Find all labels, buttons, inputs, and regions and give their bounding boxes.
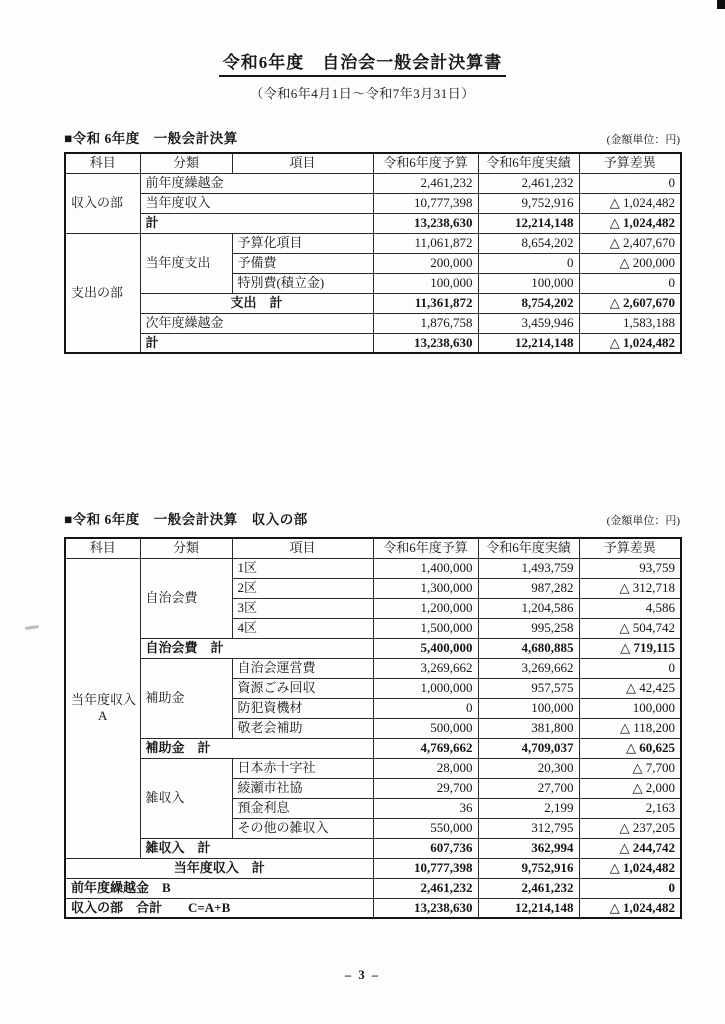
column-header: 分類	[140, 538, 232, 558]
table-cell: 100,000	[579, 698, 681, 718]
table-cell: 当年度収入	[140, 193, 373, 213]
table-cell: 9,752,916	[478, 858, 579, 878]
table-row	[65, 738, 681, 758]
table-cell: 10,777,398	[373, 193, 478, 213]
table-cell: 当年度収入 計	[65, 858, 373, 878]
table-row	[65, 213, 681, 233]
table-cell: 3区	[232, 598, 373, 618]
table-cell: 自治会費	[140, 558, 232, 638]
table-cell: 312,795	[478, 818, 579, 838]
table-cell: 収入の部	[65, 173, 140, 233]
table-cell: 1,300,000	[373, 578, 478, 598]
table-cell: 補助金	[140, 658, 232, 738]
table-cell: 13,238,630	[373, 213, 478, 233]
table-cell: 計	[140, 333, 373, 353]
table-cell: 10,777,398	[373, 858, 478, 878]
column-header: 項目	[232, 538, 373, 558]
column-header: 科目	[65, 538, 140, 558]
table-cell: 5,400,000	[373, 638, 478, 658]
table-cell: 防犯資機材	[232, 698, 373, 718]
table-cell: 0	[579, 658, 681, 678]
table-cell: 200,000	[373, 253, 478, 273]
table-row	[65, 173, 681, 193]
table-cell: △ 244,742	[579, 838, 681, 858]
table-cell: 綾瀬市社協	[232, 778, 373, 798]
table-cell: 特別費(積立金)	[232, 273, 373, 293]
table-cell: 20,300	[478, 758, 579, 778]
table-cell: 資源ごみ回収	[232, 678, 373, 698]
table-cell: 1,000,000	[373, 678, 478, 698]
income-detail-table	[64, 537, 682, 919]
table-cell: 3,269,662	[478, 658, 579, 678]
table-cell: 550,000	[373, 818, 478, 838]
section-title: ■令和 6年度 一般会計決算	[64, 131, 238, 146]
table-row	[65, 193, 681, 213]
table-cell: 12,214,148	[478, 333, 579, 353]
table-cell: 8,754,202	[478, 293, 579, 313]
column-header: 予算差異	[579, 538, 681, 558]
section-title: ■令和 6年度 一般会計決算 収入の部	[64, 512, 308, 527]
scan-artifact-left-margin	[25, 625, 39, 630]
table-cell: △ 60,625	[579, 738, 681, 758]
table-row	[65, 233, 681, 253]
column-header: 令和6年度予算	[373, 538, 478, 558]
table-cell: △ 1,024,482	[579, 858, 681, 878]
table-cell: 27,700	[478, 778, 579, 798]
table-cell: 607,736	[373, 838, 478, 858]
table-cell: 自治会費 計	[140, 638, 373, 658]
section-header-income	[64, 508, 680, 528]
table-cell: 28,000	[373, 758, 478, 778]
table-row	[65, 638, 681, 658]
table-cell: 前年度繰越金 B	[65, 878, 373, 898]
table-cell: 100,000	[373, 273, 478, 293]
table-cell: △ 1,024,482	[579, 333, 681, 353]
column-header: 科目	[65, 153, 140, 173]
table-cell: 2,199	[478, 798, 579, 818]
table-cell: 29,700	[373, 778, 478, 798]
table-cell: 1,583,188	[579, 313, 681, 333]
table-cell: 2,461,232	[373, 173, 478, 193]
table-cell: △ 719,115	[579, 638, 681, 658]
table-cell: 自治会運営費	[232, 658, 373, 678]
table-cell: 予算化項目	[232, 233, 373, 253]
table-cell: 100,000	[478, 273, 579, 293]
table-cell: 日本赤十字社	[232, 758, 373, 778]
table-cell: 100,000	[478, 698, 579, 718]
table-cell: 支出の部	[65, 233, 140, 353]
table-cell: △ 1,024,482	[579, 213, 681, 233]
table-cell: 957,575	[478, 678, 579, 698]
table-row	[65, 658, 681, 678]
table-cell: △ 237,205	[579, 818, 681, 838]
table-row	[65, 858, 681, 878]
summary-table	[64, 152, 682, 354]
table-cell: 雑収入	[140, 758, 232, 838]
table-cell: △ 312,718	[579, 578, 681, 598]
table-cell: 収入の部 合計 C=A+B	[65, 898, 373, 918]
table-cell: 2,461,232	[478, 878, 579, 898]
table-cell: 次年度繰越金	[140, 313, 373, 333]
table-cell: 計	[140, 213, 373, 233]
table-row	[65, 878, 681, 898]
table-cell: 1,204,586	[478, 598, 579, 618]
table-cell: 987,282	[478, 578, 579, 598]
table-cell: 4区	[232, 618, 373, 638]
table-cell: △ 504,742	[579, 618, 681, 638]
table-cell: △ 200,000	[579, 253, 681, 273]
table-cell: 995,258	[478, 618, 579, 638]
header-row	[65, 153, 681, 173]
column-header: 分類	[140, 153, 232, 173]
column-header: 令和6年度予算	[373, 153, 478, 173]
table-row	[65, 293, 681, 313]
table-cell: 12,214,148	[478, 213, 579, 233]
table-cell: 雑収入 計	[140, 838, 373, 858]
scan-artifact-top-right	[717, 0, 725, 9]
table-cell: 8,654,202	[478, 233, 579, 253]
table-cell: 4,680,885	[478, 638, 579, 658]
table-cell: △ 7,700	[579, 758, 681, 778]
section-header-summary	[64, 127, 680, 147]
table-row	[65, 758, 681, 778]
page-subtitle: （令和6年4月1日～令和7年3月31日）	[250, 86, 475, 101]
table-cell: 予備費	[232, 253, 373, 273]
table-cell: 500,000	[373, 718, 478, 738]
table-cell: 1,876,758	[373, 313, 478, 333]
page-title: 令和6年度 自治会一般会計決算書	[219, 48, 507, 77]
table-row	[65, 558, 681, 578]
table-cell: 1,493,759	[478, 558, 579, 578]
table-cell: △ 2,607,670	[579, 293, 681, 313]
table-cell: 36	[373, 798, 478, 818]
header-row	[65, 538, 681, 558]
unit-note: (金額単位：円)	[606, 134, 680, 146]
table-row	[65, 838, 681, 858]
table-cell: 93,759	[579, 558, 681, 578]
table-cell: 1,200,000	[373, 598, 478, 618]
table-cell: △ 118,200	[579, 718, 681, 738]
table-cell: 12,214,148	[478, 898, 579, 918]
table-cell: 0	[579, 173, 681, 193]
table-cell: 2区	[232, 578, 373, 598]
table-row	[65, 333, 681, 353]
table-row	[65, 313, 681, 333]
table-cell: △ 1,024,482	[579, 193, 681, 213]
table-cell: 1,500,000	[373, 618, 478, 638]
table-cell: 11,061,872	[373, 233, 478, 253]
table-cell: 3,269,662	[373, 658, 478, 678]
table-cell: 2,461,232	[478, 173, 579, 193]
table-cell: 敬老会補助	[232, 718, 373, 738]
table-cell: 381,800	[478, 718, 579, 738]
table-cell: 4,586	[579, 598, 681, 618]
table-cell: 2,163	[579, 798, 681, 818]
table-cell: △ 42,425	[579, 678, 681, 698]
table-cell: 362,994	[478, 838, 579, 858]
table-cell: 4,709,037	[478, 738, 579, 758]
table-cell: 13,238,630	[373, 898, 478, 918]
unit-note: (金額単位：円)	[606, 515, 680, 527]
table-cell: 1区	[232, 558, 373, 578]
column-header: 予算差異	[579, 153, 681, 173]
table-cell: 0	[579, 878, 681, 898]
table-cell: その他の雑収入	[232, 818, 373, 838]
table-cell: △ 1,024,482	[579, 898, 681, 918]
table-cell: 4,769,662	[373, 738, 478, 758]
table-cell: 9,752,916	[478, 193, 579, 213]
table-cell: △ 2,407,670	[579, 233, 681, 253]
table-cell: 補助金 計	[140, 738, 373, 758]
column-header: 令和6年度実績	[478, 153, 579, 173]
page-number: – 3 –	[345, 968, 380, 982]
table-cell: 3,459,946	[478, 313, 579, 333]
table-cell: △ 2,000	[579, 778, 681, 798]
table-cell: 11,361,872	[373, 293, 478, 313]
table-row	[65, 898, 681, 918]
table-cell: 0	[579, 273, 681, 293]
table-cell: 1,400,000	[373, 558, 478, 578]
column-header: 項目	[232, 153, 373, 173]
table-cell: 預金利息	[232, 798, 373, 818]
table-cell: 0	[373, 698, 478, 718]
table-cell: 支出 計	[140, 293, 373, 313]
table-cell: 前年度繰越金	[140, 173, 373, 193]
table-cell: 13,238,630	[373, 333, 478, 353]
column-header: 令和6年度実績	[478, 538, 579, 558]
table-cell: 当年度支出	[140, 233, 232, 293]
table-cell: 0	[478, 253, 579, 273]
table-cell: 当年度収入 A	[65, 558, 140, 858]
document-header	[0, 48, 725, 102]
table-cell: 2,461,232	[373, 878, 478, 898]
